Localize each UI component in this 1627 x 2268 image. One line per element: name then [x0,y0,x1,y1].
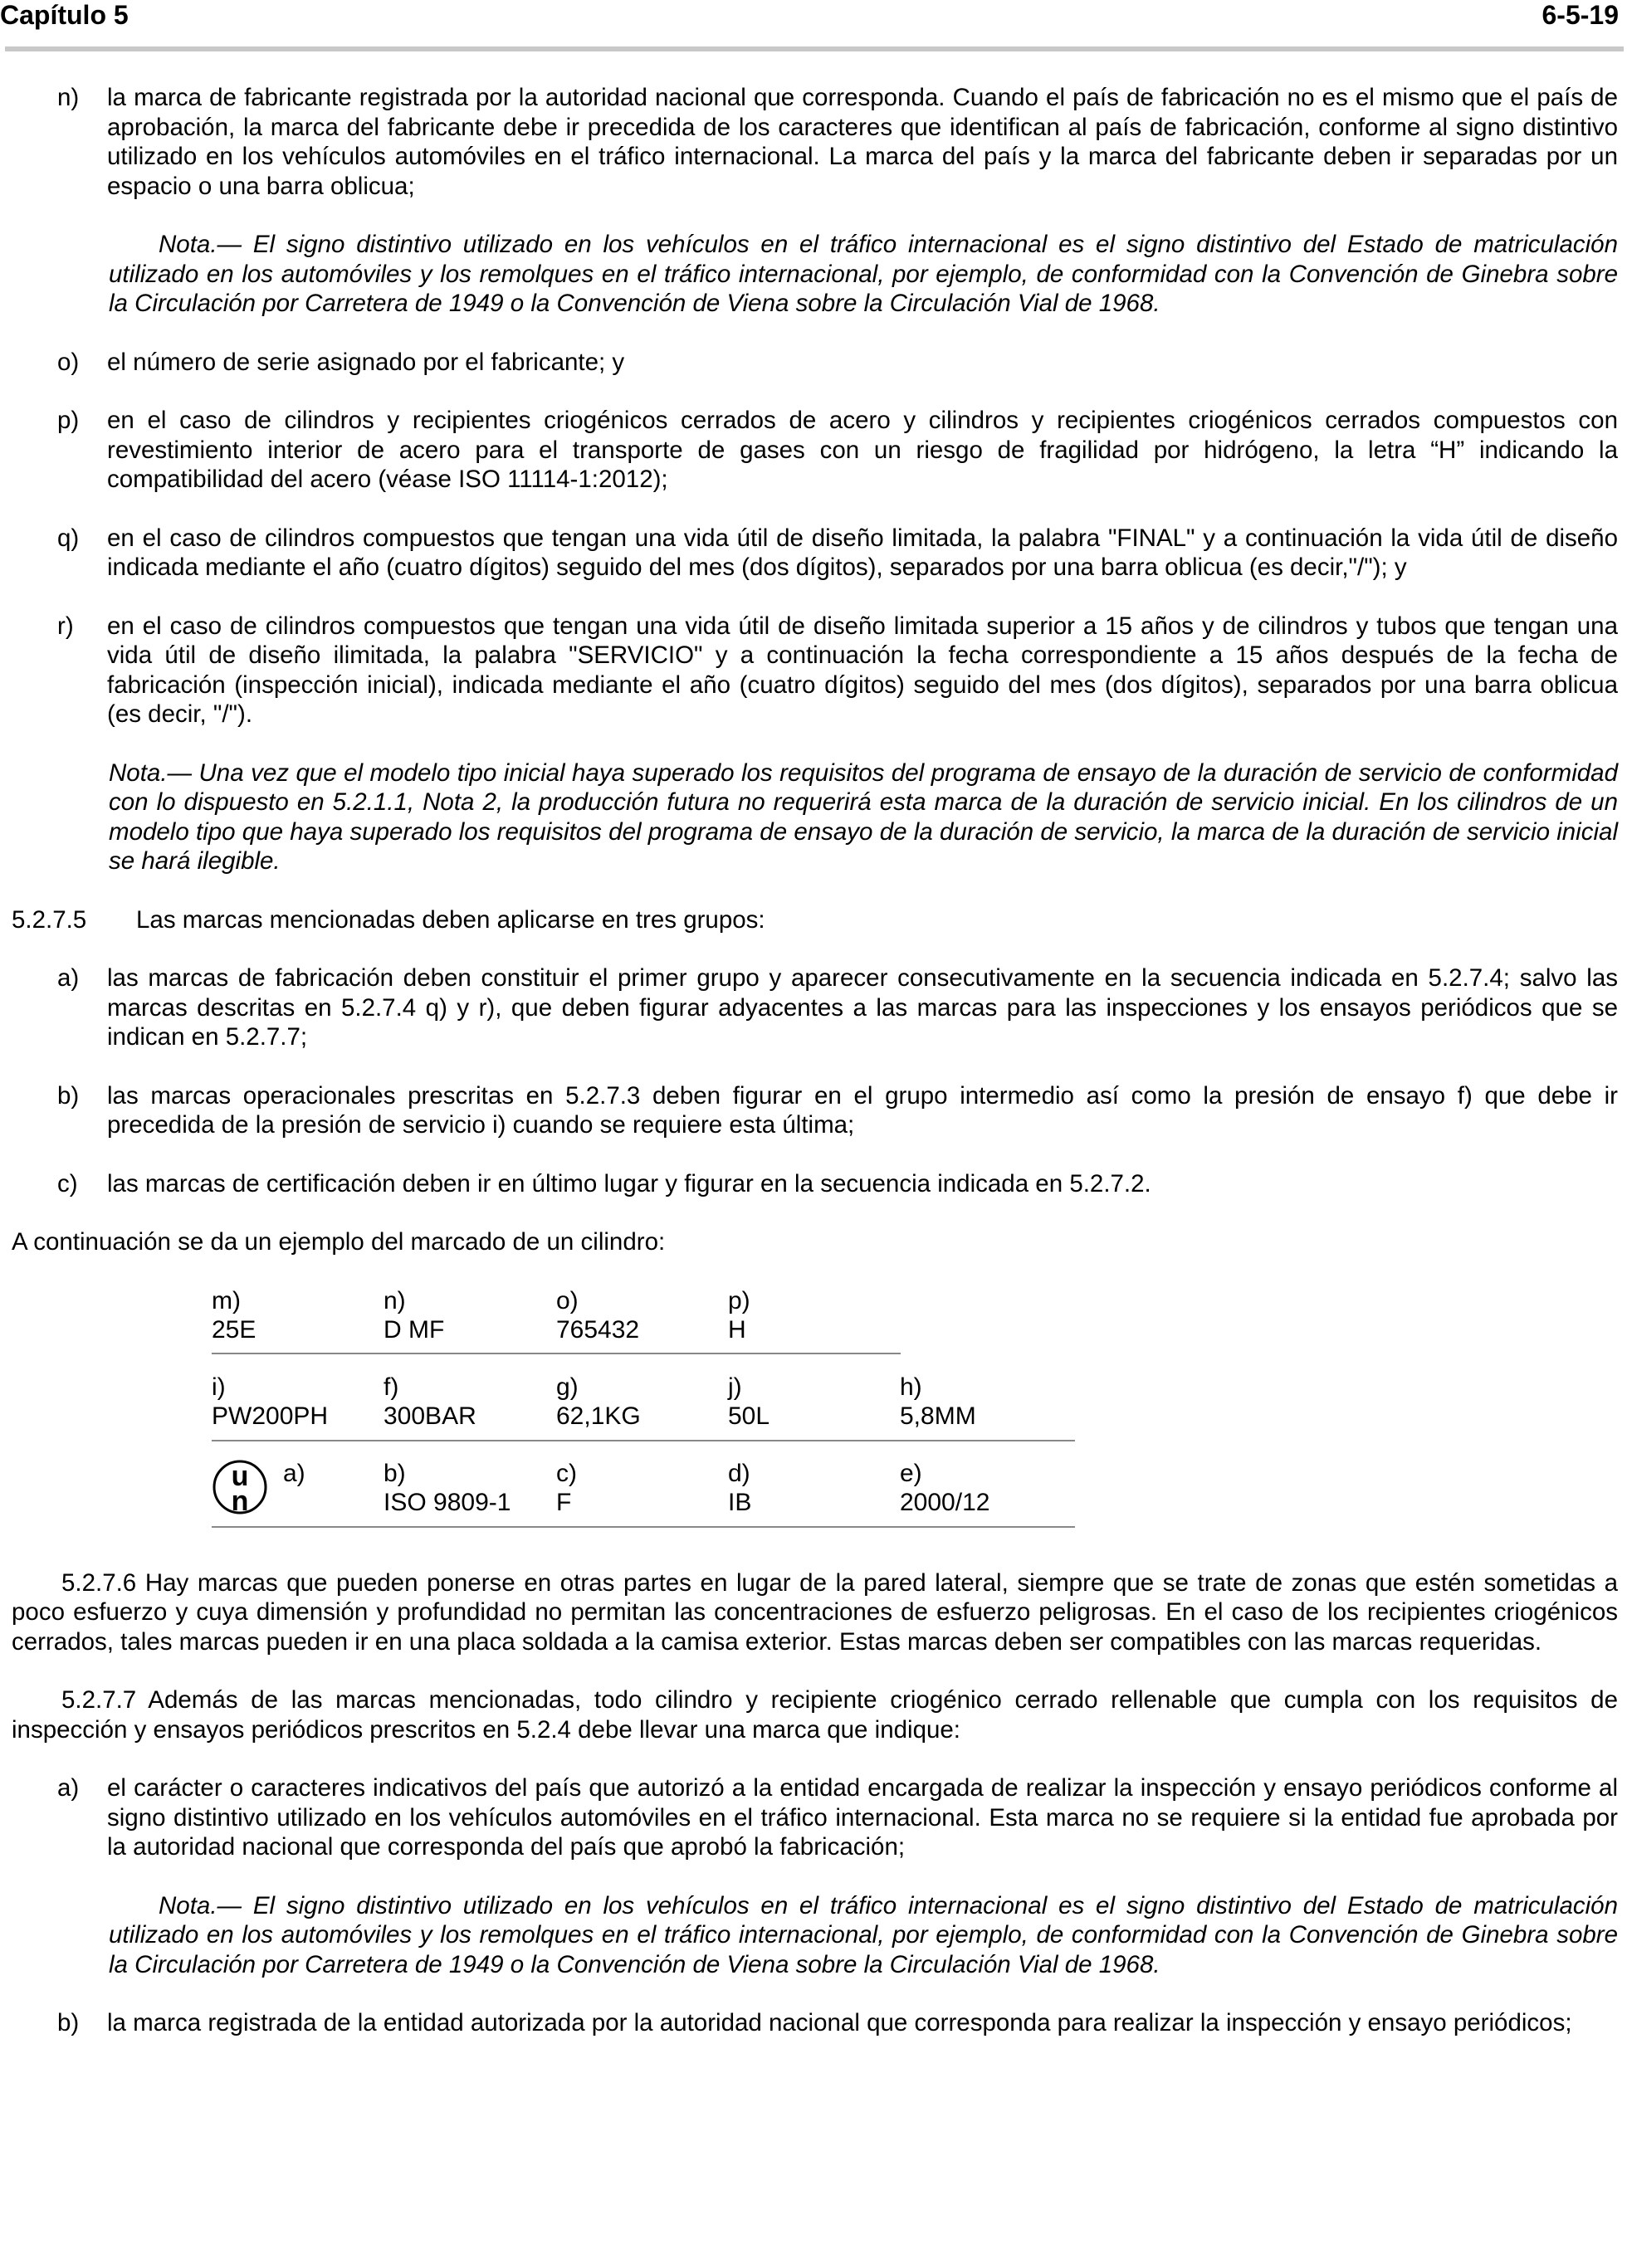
list-item [12,1773,1618,1862]
example-cell: i) PW200PH [212,1373,329,1430]
item-text: la marca registrada de la entidad autorizada por la autoridad nacional que corresponda para realizar la inspección y ensayo periódicos; [107,2009,1572,2036]
item-text: en el caso de cilindros compuestos que tengan una vida útil de diseño limitada, la palabra "FINAL" y a continuación la vida útil de diseño indicada mediante el año (cuatro dígitos) seguido del mes (dos dígitos), separados por una barra oblicua (es decir,"/"); y [107,524,1618,581]
note-text: El signo distintivo utilizado en los vehículos en el tráfico internacional es el signo distintivo del Estado de matriculación utilizado en los automóviles y los remolques en el tráfico internacional, por ejemplo, de conformidad con la Convención de Ginebra sobre la Circulación por Carretera de 1949 o la Convención de Viena sobre la Circulación Vial de 1968. [109,231,1618,317]
page-header [0,0,1627,46]
example-row-rule [212,1526,1075,1528]
item-label: o) [57,348,80,376]
example-cell: g) 62,1KG [556,1373,641,1430]
item-label: r) [57,612,74,640]
list-item [12,963,1618,1052]
note-text: Una vez que el modelo tipo inicial haya superado los requisitos del programa de ensayo de la duración de servicio de conformidad con lo dispuesto en 5.2.1.1, Nota 2, la producción futura no requerirá esta marca de la duración de servicio inicial. En los cilindros de un modelo tipo que haya superado los requisitos del programa de ensayo de la duración de servicio, la marca de la duración de servicio inicial se hará ilegible. [109,758,1618,875]
section-5275 [12,905,1618,935]
item-label: c) [57,1169,78,1197]
example-cell: j) 50L [728,1373,770,1430]
marking-example [212,1286,1092,1535]
example-cell: a) [283,1459,305,1487]
note-label: Nota.— [159,1891,242,1919]
item-text: las marcas operacionales prescritas en 5.2.7.3 deben figurar en el grupo intermedio así como la presión de ensayo f) que debe ir precedida de la presión de servicio i) cuando se requiere esta última; [107,1081,1618,1139]
paragraph-5277: 5.2.7.7 Además de las marcas mencionadas, todo cilindro y recipiente criogénico cerrado rellenable que cumpla con los requisitos de inspección y ensayos periódicos prescritos en 5.2.4 debe llevar una marca que indique: [12,1686,1618,1744]
list-item [12,83,1618,201]
item-label: q) [57,524,80,552]
item-text: las marcas de certificación deben ir en último lugar y figurar en la secuencia indicada en 5.2.7.2. [107,1169,1151,1197]
list-item [12,1081,1618,1140]
un-symbol-top: u [231,1460,249,1492]
list-item [12,1169,1618,1199]
un-symbol-bottom: n [231,1485,249,1515]
item-label: b) [57,1081,80,1110]
item-text: en el caso de cilindros compuestos que tengan una vida útil de diseño limitada superior a 15 años y de cilindros y tubos que tengan una vida útil de diseño ilimitada, la palabra "SERVICIO" y a continuación la fecha correspondiente a 15 años después de la fecha de fabricación (inspección inicial), indicada mediante el año (cuatro dígitos) seguido del mes (dos dígitos), separados por una barra oblicua (es decir, "/"). [107,612,1618,728]
list-item [12,406,1618,495]
section-text: Las marcas mencionadas deben aplicarse en tres grupos: [136,905,765,934]
chapter-label: Capítulo 5 [0,0,129,30]
example-cell: d) IB [728,1459,752,1516]
example-cell: c) F [556,1459,577,1516]
list-item [12,524,1618,583]
item-text: en el caso de cilindros y recipientes criogénicos cerrados de acero y cilindros y recipientes criogénicos cerrados compuestos con revestimiento interior de acero para el transporte de gases con un riesgo de fragilidad por hidrógeno, la letra “H” indicando la compatibilidad del acero (véase ISO 11114-1:2012); [107,407,1618,493]
item-text: las marcas de fabricación deben constituir el primer grupo y aparecer consecutivamente en la secuencia indicada en 5.2.7.4; salvo las marcas descritas en 5.2.7.4 q) y r), que deben figurar adyacentes a las marcas para las inspecciones y los ensayos periódicos que se indican en 5.2.7.7; [107,964,1618,1051]
header-divider [5,46,1624,51]
list-item [12,2008,1618,2038]
example-cell: f) 300BAR [384,1373,476,1430]
note [109,758,1618,876]
item-label: a) [57,964,80,992]
item-text: la marca de fabricante registrada por la autoridad nacional que corresponda. Cuando el país de fabricación no es el mismo que el país de aprobación, la marca del fabricante debe ir precedida de los caracteres que identifican al país de fabricación, conforme al signo distintivo utilizado en los vehículos automóviles en el tráfico internacional. La marca del país y la marca del fabricante deben ir separadas por un espacio o una barra oblicua; [107,84,1618,200]
item-label: n) [57,84,80,111]
note [109,230,1618,319]
paragraph-5276: 5.2.7.6 Hay marcas que pueden ponerse en otras partes en lugar de la pared lateral, siempre que se trate de zonas que estén sometidas a poco esfuerzo y cuya dimensión y profundidad no permitan las concentraciones de esfuerzo peligrosas. En el caso de los recipientes criogénicos cerrados, tales marcas pueden ir en una placa soldada a la camisa exterior. Estas marcas deben ser compatibles con las marcas requeridas. [12,1568,1618,1656]
example-cell: e) 2000/12 [900,1459,990,1516]
item-label: p) [57,407,80,434]
section-number: 5.2.7.5 [12,905,87,934]
list-item [12,612,1618,729]
example-cell: b) ISO 9809-1 [384,1459,511,1516]
note-label: Nota.— [109,758,193,787]
item-text: el número de serie asignado por el fabricante; y [107,348,625,376]
document-body [12,83,1618,2067]
example-row-rule [212,1440,1075,1441]
un-packaging-symbol-icon [212,1459,268,1515]
example-cell: o) 765432 [556,1286,640,1344]
note-label: Nota.— [159,231,242,258]
item-text: el carácter o caracteres indicativos del país que autorizó a la entidad encargada de realizar la inspección y ensayo periódicos conforme al signo distintivo utilizado en los vehículos automóviles en el tráfico internacional. Esta marca no se requiere si la entidad fue aprobada por la autoridad nacional que corresponda del país que aprobó la fabricación; [107,1774,1618,1861]
example-cell: n) D MF [384,1286,445,1344]
example-cell: h) 5,8MM [900,1373,976,1430]
item-label: b) [57,2009,80,2036]
note-text: El signo distintivo utilizado en los vehículos en el tráfico internacional es el signo distintivo del Estado de matriculación utilizado en los automóviles y los remolques en el tráfico internacional, por ejemplo, de conformidad con la Convención de Ginebra sobre la Circulación por Carretera de 1949 o la Convención de Viena sobre la Circulación Vial de 1968. [109,1891,1618,1978]
list-item [12,348,1618,378]
example-row-rule [212,1353,901,1354]
page-date: 6-5-19 [1541,0,1619,30]
example-intro: A continuación se da un ejemplo del marcado de un cilindro: [12,1228,666,1256]
example-cell: p) H [728,1286,750,1344]
note [109,1891,1618,1980]
example-cell: m) 25E [212,1286,257,1344]
item-label: a) [57,1774,80,1802]
